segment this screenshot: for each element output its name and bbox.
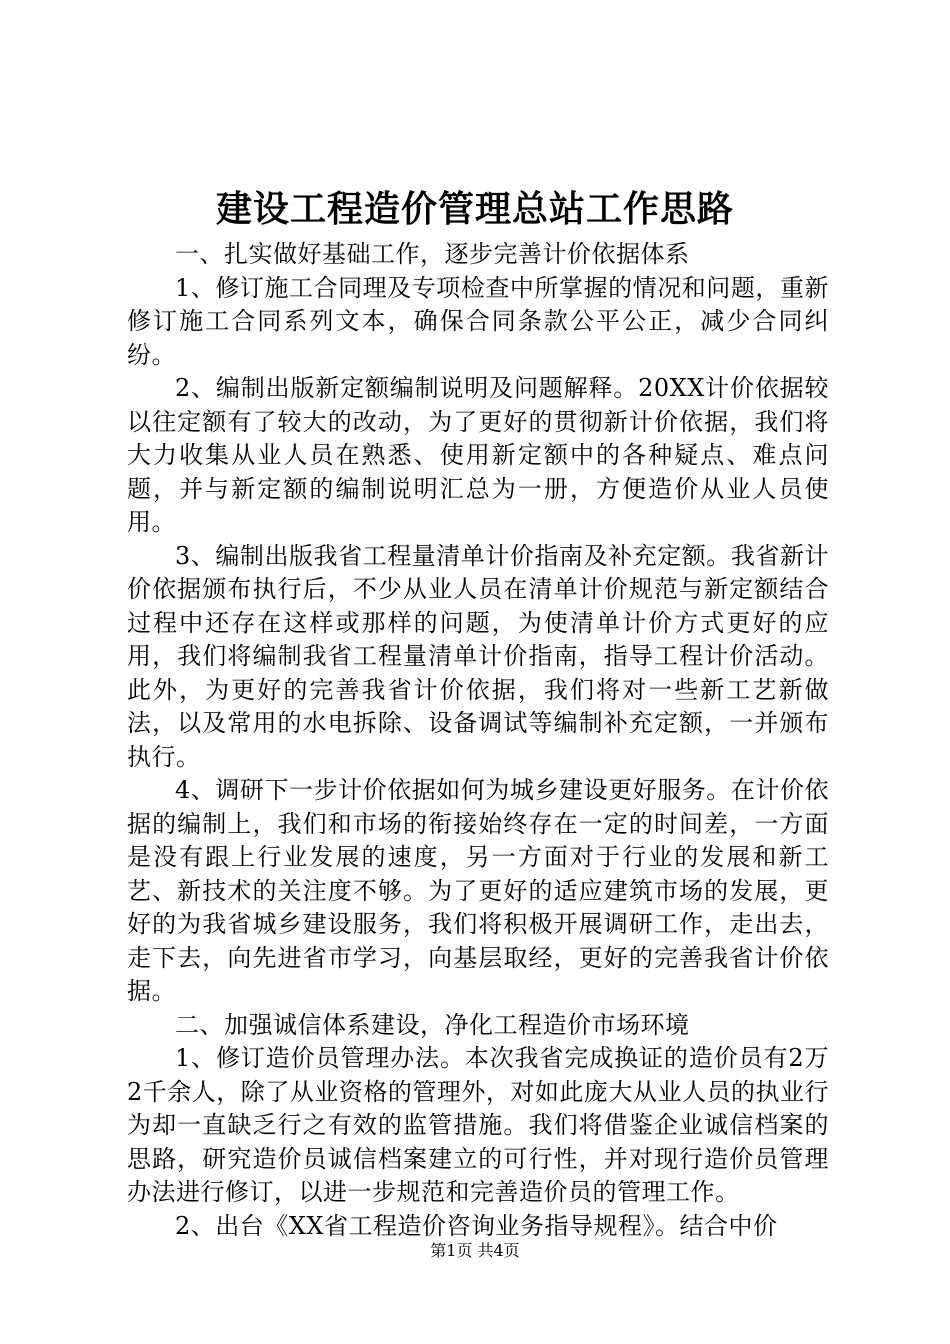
section-heading: 二、加强诚信体系建设，净化工程造价市场环境: [175, 1010, 690, 1039]
page-footer: 第1页 共4页: [430, 1241, 520, 1260]
paragraph: 1、修订施工合同理及专项检查中所掌握的情况和问题，重新修订施工合同系列文本，确保合同条款公平公正，减少合同纠纷。: [127, 273, 829, 369]
paragraph: 2、编制出版新定额编制说明及问题解释。20XX计价依据较以往定额有了较大的改动，为了更好的贯彻新计价依据，我们将大力收集从业人员在熟悉、使用新定额中的各种疑点、难点问题，并与新定额的编制说明汇总为一册，方便造价从业人员使用。: [127, 374, 829, 536]
paragraph: 3、编制出版我省工程量清单计价指南及补充定额。我省新计价依据颁布执行后，不少从业人员在清单计价规范与新定额结合过程中还存在这样或那样的问题，为使清单计价方式更好的应用，我们将编制我省工程量清单计价指南，指导工程计价活动。此外，为更好的完善我省计价依据，我们将对一些新工艺新做法，以及常用的水电拆除、设备调试等编制补充定额，一并颁布执行。: [127, 541, 829, 771]
paragraph: 4、调研下一步计价依据如何为城乡建设更好服务。在计价依据的编制上，我们和市场的衔接始终存在一定的时间差，一方面是没有跟上行业发展的速度，另一方面对于行业的发展和新工艺、新技术的关注度不够。为了更好的适应建筑市场的发展，更好的为我省城乡建设服务，我们将积极开展调研工作，走出去，走下去，向先进省市学习，向基层取经，更好的完善我省计价依据。: [127, 776, 829, 1005]
paragraph: 2、出台《XX省工程造价咨询业务指导规程》。结合中价: [175, 1211, 778, 1240]
document-body: [127, 238, 829, 1243]
document-title: 建设工程造价管理总站工作思路: [215, 188, 734, 230]
paragraph: 1、修订造价员管理办法。本次我省完成换证的造价员有2万2千余人，除了从业资格的管理外，对如此庞大从业人员的执业行为却一直缺乏行之有效的监管措施。我们将借鉴企业诚信档案的思路，研究造价员诚信档案建立的可行性，并对现行造价员管理办法进行修订，以进一步规范和完善造价员的管理工作。: [127, 1044, 829, 1206]
section-heading: 一、扎实做好基础工作，逐步完善计价依据体系: [175, 240, 690, 268]
